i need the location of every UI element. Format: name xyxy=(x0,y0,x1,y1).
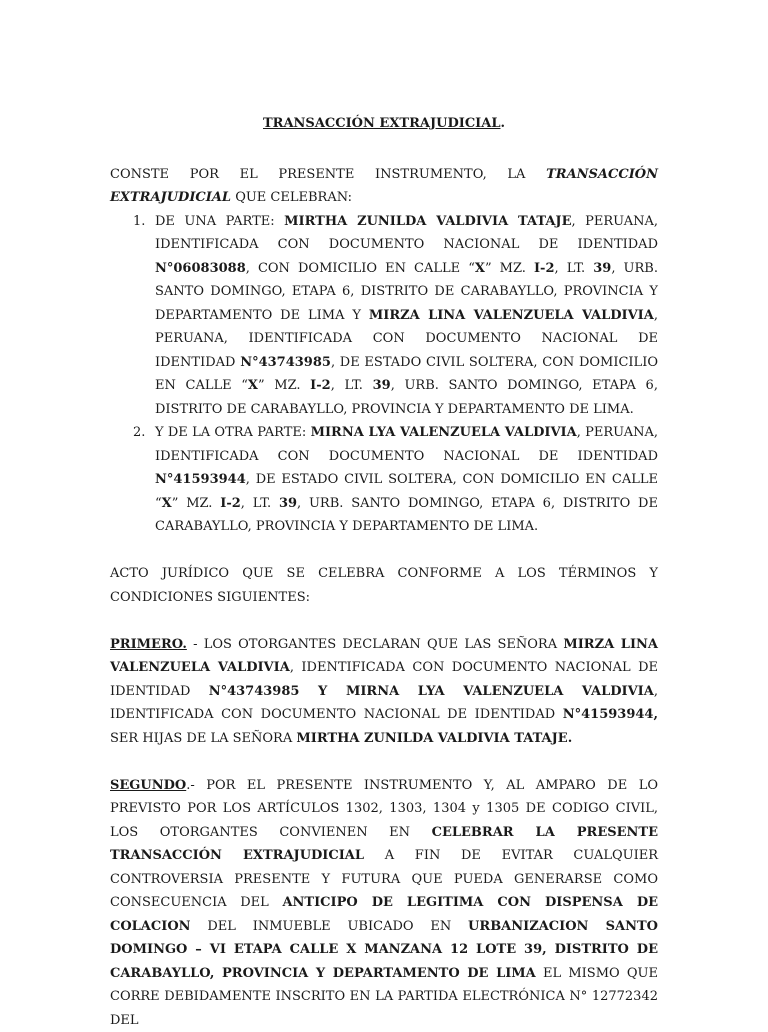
document-title xyxy=(110,112,658,136)
text-run: SEGUNDO xyxy=(110,778,186,793)
parties-list xyxy=(110,210,658,539)
text-run: , DE ESTADO CIVIL SOLTERA, CON DOMICILIO EN CALLE “ xyxy=(155,472,658,511)
document-title-text: TRANSACCIÓN EXTRAJUDICIAL xyxy=(263,116,501,131)
text-run: , CON DOMICILIO EN CALLE “ xyxy=(246,261,475,276)
text-run: SER HIJAS DE LA SEÑORA xyxy=(110,731,296,746)
clause-segundo xyxy=(110,774,658,1032)
text-run: MIRTHA ZUNILDA VALDIVIA TATAJE xyxy=(284,214,571,229)
text-run: N°41593944, xyxy=(563,707,658,722)
text-run: CONSTE POR EL PRESENTE INSTRUMENTO, LA xyxy=(110,167,546,182)
text-run: , LT. xyxy=(555,261,594,276)
text-run: CELEBRAR LA PRESENTE TRANSACCIÓN EXTRAJUDICIAL xyxy=(110,825,658,864)
text-run: MIRZA LINA VALENZUELA VALDIVIA xyxy=(110,637,658,676)
text-run: X xyxy=(475,261,485,276)
text-run: 39 xyxy=(279,496,297,511)
text-run: Y DE LA OTRA PARTE: xyxy=(155,425,311,440)
party-item xyxy=(110,421,658,539)
text-run: N°43743985 Y MIRNA LYA VALENZUELA VALDIVIA xyxy=(209,684,654,699)
text-run: DEL INMUEBLE UBICADO EN xyxy=(191,919,469,934)
text-run: PRIMERO. xyxy=(110,637,187,652)
text-run: X xyxy=(248,378,258,393)
text-run: N°41593944 xyxy=(155,472,246,487)
text-run: ” MZ. xyxy=(485,261,534,276)
text-run: X xyxy=(162,496,172,511)
text-run: , PERUANA, IDENTIFICADA CON DOCUMENTO NACIONAL DE IDENTIDAD xyxy=(155,308,658,370)
text-run: ” MZ. xyxy=(258,378,310,393)
paragraph-spacer xyxy=(110,609,658,633)
paragraph-spacer xyxy=(110,539,658,563)
document-page xyxy=(110,112,658,1032)
party-text xyxy=(155,425,658,534)
party-text xyxy=(155,214,658,417)
text-run: .- POR EL PRESENTE INSTRUMENTO Y, AL AMPARO DE LO PREVISTO POR LOS ARTÍCULOS 1302, 1303, 1304 y 1305 DE CODIGO CIVIL, LOS OTORGANTES CONVIENEN EN xyxy=(110,778,658,840)
text-run: 39 xyxy=(593,261,611,276)
text-run: - LOS OTORGANTES DECLARAN QUE LAS SEÑORA xyxy=(187,637,563,652)
text-run: , URB. SANTO DOMINGO, ETAPA 6, DISTRITO DE CARABAYLLO, PROVINCIA Y DEPARTAMENTO DE LIMA. xyxy=(155,378,658,417)
party-number: 2. xyxy=(133,421,145,445)
document-title-suffix: . xyxy=(500,116,505,131)
text-run: ” MZ. xyxy=(172,496,220,511)
text-run: I-2 xyxy=(534,261,555,276)
text-run: , LT. xyxy=(241,496,279,511)
intro-paragraph xyxy=(110,163,658,210)
text-run: EL MISMO QUE CORRE DEBIDAMENTE INSCRITO EN LA PARTIDA ELECTRÓNICA N° 12772342 DEL xyxy=(110,966,658,1028)
text-run: , PERUANA, IDENTIFICADA CON DOCUMENTO NACIONAL DE IDENTIDAD xyxy=(155,425,658,464)
text-run: , PERUANA, IDENTIFICADA CON DOCUMENTO NACIONAL DE IDENTIDAD xyxy=(155,214,658,253)
paragraph-spacer xyxy=(110,750,658,774)
clause-primero xyxy=(110,633,658,751)
text-run: TRANSACCIÓN EXTRAJUDICIAL xyxy=(110,167,658,206)
text-run: , URB. SANTO DOMINGO, ETAPA 6, DISTRITO DE CARABAYLLO, PROVINCIA Y DEPARTAMENTO DE LIMA. xyxy=(155,496,658,535)
text-run: I-2 xyxy=(310,378,331,393)
text-run: , IDENTIFICADA CON DOCUMENTO NACIONAL DE IDENTIDAD xyxy=(110,684,658,723)
text-run: N°43743985 xyxy=(240,355,331,370)
text-run: , URB. SANTO DOMINGO, ETAPA 6, DISTRITO DE CARABAYLLO, PROVINCIA Y DEPARTAMENTO DE LIMA Y xyxy=(155,261,658,323)
text-run: I-2 xyxy=(220,496,241,511)
party-number: 1. xyxy=(133,210,145,234)
text-run: DE UNA PARTE: xyxy=(155,214,284,229)
text-run: ANTICIPO DE LEGITIMA CON DISPENSA DE COLACION xyxy=(110,895,658,934)
text-run: MIRTHA ZUNILDA VALDIVIA TATAJE. xyxy=(296,731,572,746)
text-run: QUE CELEBRAN: xyxy=(231,190,352,205)
text-run: URBANIZACION SANTO DOMINGO – VI ETAPA CALLE X MANZANA 12 LOTE 39, DISTRITO DE CARABAYLLO, PROVINCIA Y DEPARTAMENTO DE LIMA xyxy=(110,919,658,981)
text-run: 39 xyxy=(373,378,391,393)
text-run: , DE ESTADO CIVIL SOLTERA, CON DOMICILIO EN CALLE “ xyxy=(155,355,658,394)
party-item xyxy=(110,210,658,422)
text-run: N°06083088 xyxy=(155,261,246,276)
text-run: A FIN DE EVITAR CUALQUIER CONTROVERSIA PRESENTE Y FUTURA QUE PUEDA GENERARSE COMO CONSECUENCIA DEL xyxy=(110,848,658,910)
text-run: MIRNA LYA VALENZUELA VALDIVIA xyxy=(311,425,577,440)
text-run: , IDENTIFICADA CON DOCUMENTO NACIONAL DE IDENTIDAD xyxy=(110,660,658,699)
text-run: , LT. xyxy=(331,378,373,393)
text-run: ACTO JURÍDICO QUE SE CELEBRA CONFORME A LOS TÉRMINOS Y CONDICIONES SIGUIENTES: xyxy=(110,566,658,605)
text-run: MIRZA LINA VALENZUELA VALDIVIA xyxy=(369,308,654,323)
acto-paragraph xyxy=(110,562,658,609)
